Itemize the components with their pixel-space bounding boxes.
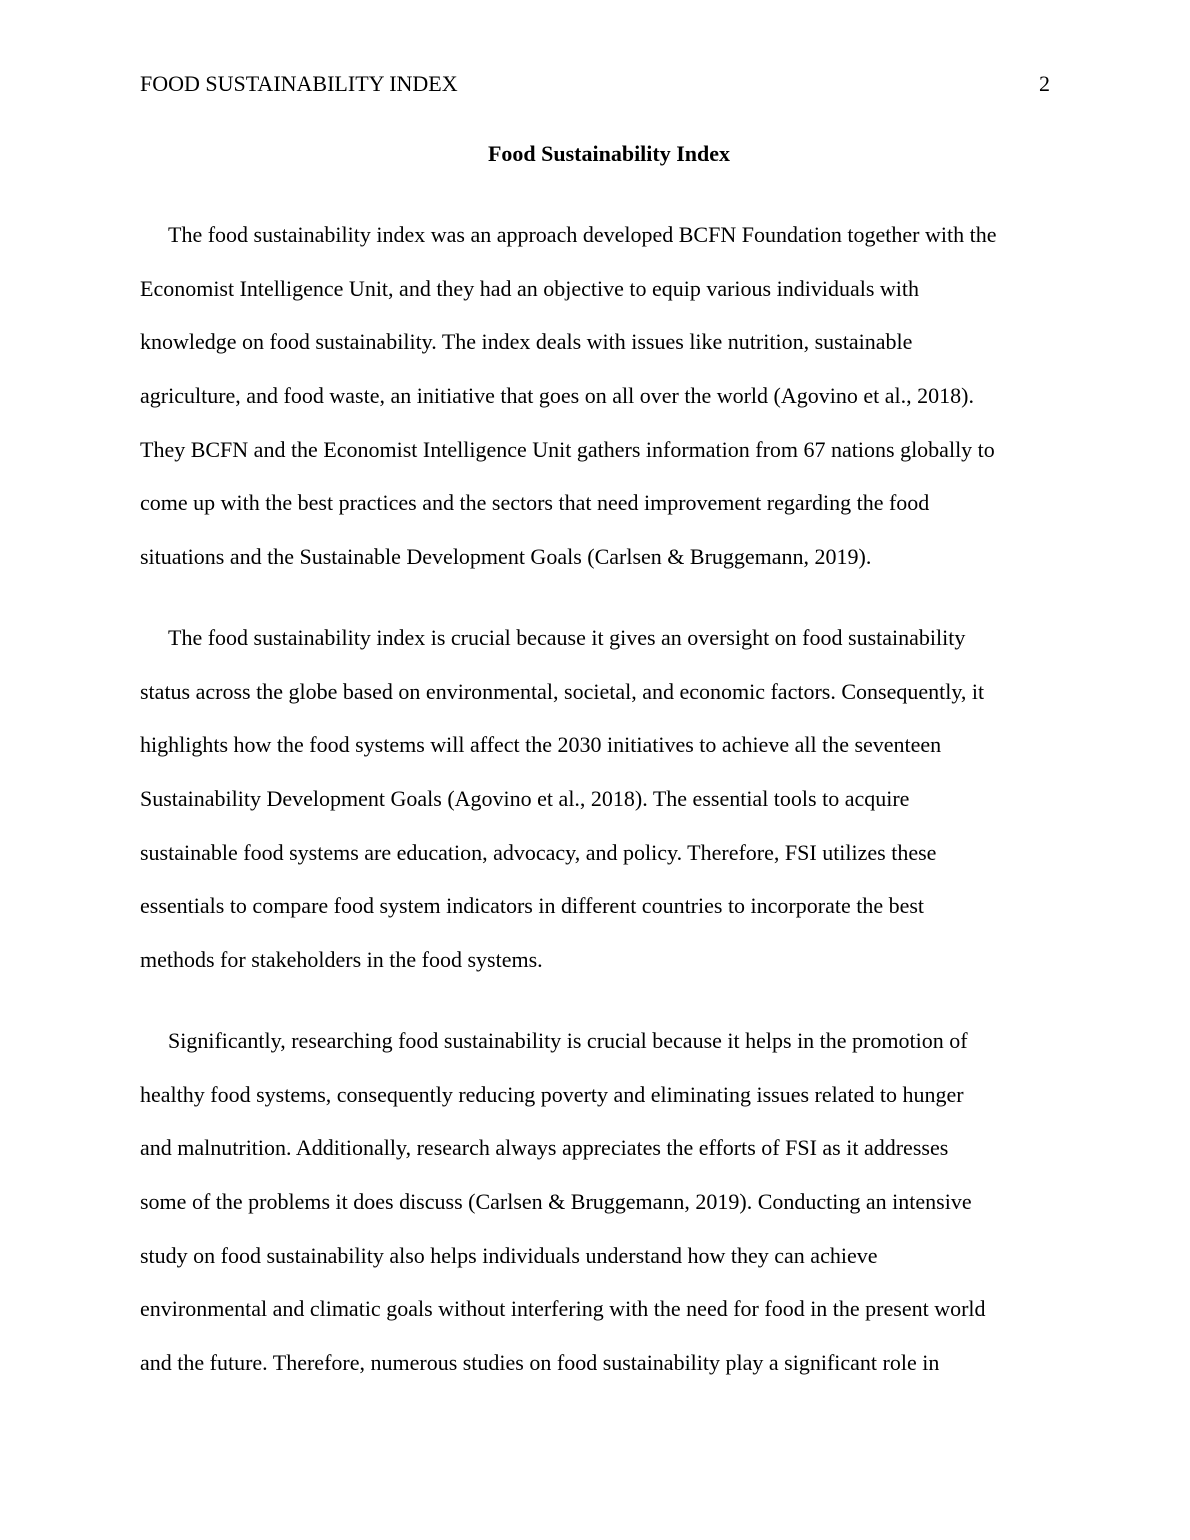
paragraph-line: knowledge on food sustainability. The index deals with issues like nutrition, sustainable: [140, 329, 913, 355]
paragraph-line: The food sustainability index was an approach developed BCFN Foundation together with the: [168, 222, 997, 247]
paragraph-line: healthy food systems, consequently reducing poverty and eliminating issues related to hunger: [140, 1081, 964, 1107]
paragraph-line: Sustainability Development Goals (Agovino et al., 2018). The essential tools to acquire: [140, 786, 910, 812]
paragraph: [140, 624, 1060, 1000]
paragraph-line: come up with the best practices and the sectors that need improvement regarding the food: [140, 490, 930, 516]
paragraph-line: agriculture, and food waste, an initiative that goes on all over the world (Agovino et al., 2018).: [140, 383, 974, 409]
paragraph-line: Economist Intelligence Unit, and they had an objective to equip various individuals with: [140, 275, 919, 301]
paragraph-line: some of the problems it does discuss (Carlsen & Bruggemann, 2019). Conducting an intensive: [140, 1189, 972, 1215]
paragraph-line: status across the globe based on environmental, societal, and economic factors. Consequently, it: [140, 678, 985, 704]
paragraph: [140, 1027, 1060, 1403]
document-title: Food Sustainability Index: [487, 141, 731, 166]
running-head: FOOD SUSTAINABILITY INDEX: [140, 71, 458, 96]
paragraph-line: The food sustainability index is crucial because it gives an oversight on food sustainability: [168, 625, 966, 650]
paragraph-line: highlights how the food systems will affect the 2030 initiatives to achieve all the seventeen: [140, 732, 942, 758]
paragraph: [140, 221, 1060, 597]
paragraph-line: They BCFN and the Economist Intelligence Unit gathers information from 67 nations globally to: [140, 436, 995, 462]
paragraph-line: study on food sustainability also helps individuals understand how they can achieve: [140, 1242, 878, 1268]
paragraph-line: methods for stakeholders in the food systems.: [140, 947, 543, 973]
paragraph-line: situations and the Sustainable Development Goals (Carlsen & Bruggemann, 2019).: [140, 544, 872, 570]
page-header: [140, 70, 1050, 98]
page-number: 2: [1039, 71, 1050, 96]
paragraph-line: and malnutrition. Additionally, research always appreciates the efforts of FSI as it addresses: [140, 1135, 949, 1161]
paragraph-line: sustainable food systems are education, advocacy, and policy. Therefore, FSI utilizes these: [140, 839, 937, 865]
paragraph-line: Significantly, researching food sustainability is crucial because it helps in the promotion of: [168, 1028, 968, 1053]
paragraph-line: and the future. Therefore, numerous studies on food sustainability play a significant role in: [140, 1350, 940, 1376]
paragraph-line: environmental and climatic goals without interfering with the need for food in the present world: [140, 1296, 986, 1322]
paragraph-line: essentials to compare food system indicators in different countries to incorporate the best: [140, 893, 925, 919]
